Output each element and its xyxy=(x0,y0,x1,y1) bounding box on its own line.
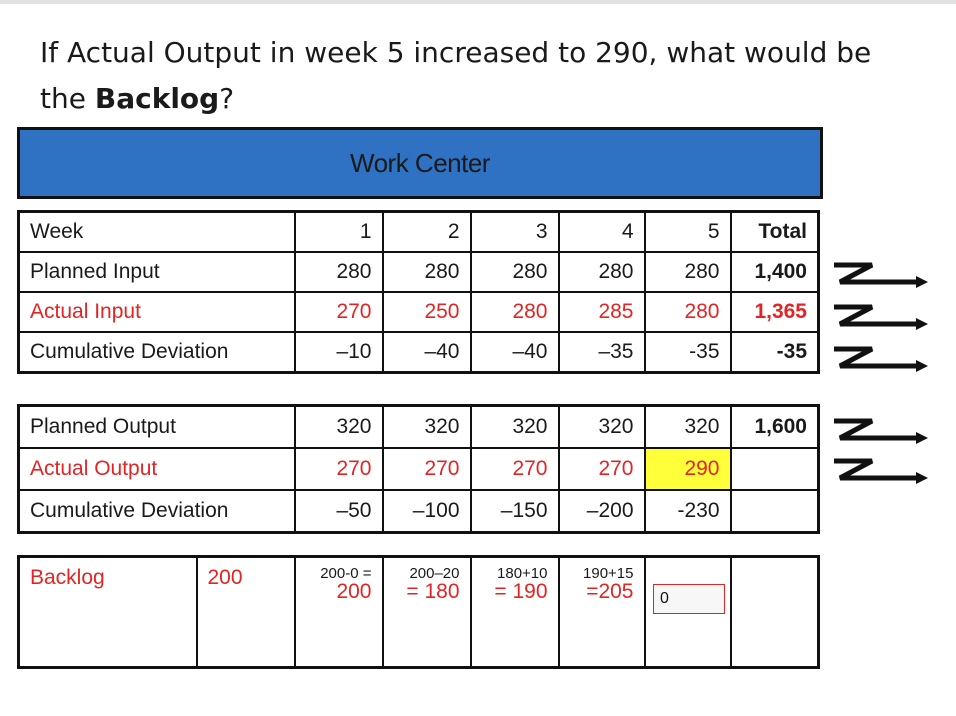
question-text: If Actual Output in week 5 increased to 290, what would be the Backlog? xyxy=(40,36,872,115)
backlog-formula: 200-0 = xyxy=(320,565,372,582)
zigzag-arrow-icon xyxy=(832,412,932,446)
cell: -230 xyxy=(645,490,731,533)
row-label: Planned Output xyxy=(19,406,295,449)
cell: 280 xyxy=(645,292,731,332)
cell: 280 xyxy=(645,252,731,292)
zigzag-arrow-icon xyxy=(832,452,932,486)
table-row-planned-input xyxy=(19,252,819,292)
total-cell xyxy=(731,490,819,533)
row-label: Cumulative Deviation xyxy=(19,332,295,373)
table-row-planned-output xyxy=(19,406,819,449)
backlog-formula: 190+15 xyxy=(583,565,634,582)
total-cell: 1,600 xyxy=(731,406,819,449)
backlog-initial: 200 xyxy=(197,557,295,668)
table-row-input-deviation xyxy=(19,332,819,373)
output-table xyxy=(17,404,820,534)
header-total: Total xyxy=(731,212,819,253)
row-label: Planned Input xyxy=(19,252,295,292)
top-bar xyxy=(0,0,956,4)
cell: 320 xyxy=(645,406,731,449)
backlog-formula: 180+10 xyxy=(497,565,548,582)
input-table xyxy=(17,210,820,374)
table-header-row xyxy=(19,212,819,253)
cell: 320 xyxy=(383,406,471,449)
header-week-4: 4 xyxy=(559,212,645,253)
header-week-5: 5 xyxy=(645,212,731,253)
backlog-cell xyxy=(383,557,471,668)
zigzag-arrow-icon xyxy=(832,298,932,332)
backlog-result: =205 xyxy=(586,580,634,603)
cell: -35 xyxy=(645,332,731,373)
cell: 270 xyxy=(295,292,383,332)
cell: 320 xyxy=(295,406,383,449)
row-label: Actual Input xyxy=(19,292,295,332)
cell: 320 xyxy=(471,406,559,449)
zigzag-arrow-icon xyxy=(832,340,932,374)
total-cell: 1,365 xyxy=(731,292,819,332)
cell: 270 xyxy=(471,448,559,490)
cell: 280 xyxy=(559,252,645,292)
highlighted-cell: 290 xyxy=(645,448,731,490)
header-week-1: 1 xyxy=(295,212,383,253)
cell: –200 xyxy=(559,490,645,533)
cell: –40 xyxy=(471,332,559,373)
cell: 250 xyxy=(383,292,471,332)
cell: 285 xyxy=(559,292,645,332)
backlog-formula: 200–20 xyxy=(409,565,460,582)
backlog-label: Backlog xyxy=(19,557,197,668)
question-bold-word: Backlog xyxy=(94,82,220,115)
cell: 270 xyxy=(559,448,645,490)
cell: 270 xyxy=(383,448,471,490)
total-cell: 1,400 xyxy=(731,252,819,292)
cell: 320 xyxy=(559,406,645,449)
cell: –150 xyxy=(471,490,559,533)
backlog-result: = 190 xyxy=(494,580,548,603)
header-week: Week xyxy=(19,212,295,253)
zigzag-arrow-icon xyxy=(832,256,932,290)
row-label: Actual Output xyxy=(19,448,295,490)
row-label: Cumulative Deviation xyxy=(19,490,295,533)
backlog-result: 200 xyxy=(336,580,372,603)
cell: –10 xyxy=(295,332,383,373)
total-cell: -35 xyxy=(731,332,819,373)
cell: 280 xyxy=(471,252,559,292)
work-center-header: Work Center xyxy=(17,127,823,199)
cell: 280 xyxy=(295,252,383,292)
cell: 280 xyxy=(471,292,559,332)
table-row-actual-input xyxy=(19,292,819,332)
cell: 280 xyxy=(383,252,471,292)
cell: –35 xyxy=(559,332,645,373)
backlog-total-cell xyxy=(731,557,819,668)
cell: –40 xyxy=(383,332,471,373)
cell: –50 xyxy=(295,490,383,533)
backlog-answer-input[interactable] xyxy=(653,584,725,614)
table-row-actual-output xyxy=(19,448,819,490)
cell: –100 xyxy=(383,490,471,533)
cell: 270 xyxy=(295,448,383,490)
backlog-cell xyxy=(559,557,645,668)
table-row-output-deviation xyxy=(19,490,819,533)
backlog-result: = 180 xyxy=(406,580,460,603)
header-week-2: 2 xyxy=(383,212,471,253)
backlog-cell xyxy=(295,557,383,668)
header-week-3: 3 xyxy=(471,212,559,253)
backlog-cell xyxy=(471,557,559,668)
total-cell xyxy=(731,448,819,490)
